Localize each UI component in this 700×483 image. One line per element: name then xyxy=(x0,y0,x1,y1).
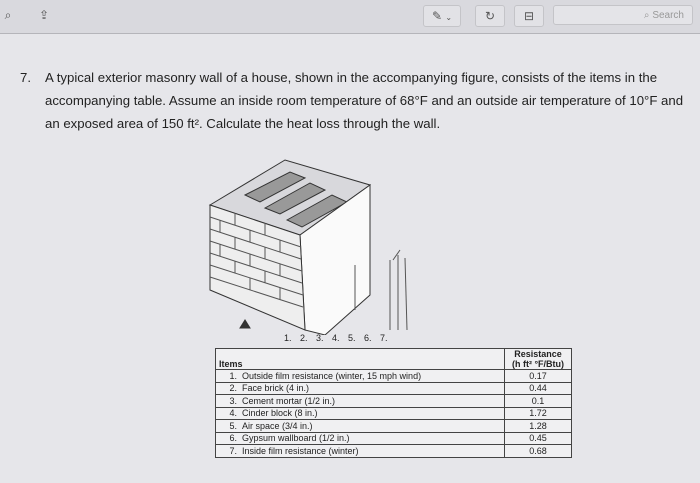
item-name: Gypsum wallboard (1/2 in.) xyxy=(242,433,350,444)
rotate-button[interactable] xyxy=(475,5,505,27)
masonry-wall-figure xyxy=(205,150,445,335)
toolbox-button[interactable] xyxy=(514,5,544,27)
resistance-value: 0.45 xyxy=(505,432,572,445)
layer-labels: 1. 2. 3. 4. 5. 6. 7. xyxy=(284,333,388,343)
resistance-value: 0.68 xyxy=(505,445,572,458)
table-header xyxy=(216,349,572,370)
question-number: 7. xyxy=(20,70,31,85)
toolbox-icon: ⊟ xyxy=(523,9,535,23)
resistance-value: 1.28 xyxy=(505,420,572,433)
toolbar xyxy=(0,0,700,34)
header-items: Items xyxy=(216,349,505,370)
item-number: 2. xyxy=(229,383,237,394)
item-cell xyxy=(216,420,505,433)
header-resistance xyxy=(505,349,572,370)
header-resistance-label: Resistance xyxy=(514,349,562,359)
resistance-value: 0.1 xyxy=(505,395,572,408)
search-placeholder: Search xyxy=(652,10,684,21)
resistance-value: 0.44 xyxy=(505,382,572,395)
rotate-icon: ↻ xyxy=(484,9,496,23)
zoom-icon[interactable]: ⌕ xyxy=(4,8,12,22)
chevron-down-icon: ⌄ xyxy=(445,13,453,22)
header-units: (h ft² °F/Btu) xyxy=(511,359,565,369)
table-row xyxy=(216,420,572,433)
question-text: A typical exterior masonry wall of a house, shown in the accompanying figure, consists of the items in the accompanying table. Assume an inside room temperature of 68°F and an outside air temperature of 10°F and an exposed area of 150 ft². Calculate the heat loss through the wall. xyxy=(45,70,684,131)
item-number: 3. xyxy=(229,395,237,406)
question xyxy=(20,66,685,135)
table-row xyxy=(216,445,572,458)
item-cell xyxy=(216,445,505,458)
table-row xyxy=(216,432,572,445)
item-number: 4. xyxy=(229,408,237,419)
item-name: Cinder block (8 in.) xyxy=(242,408,318,419)
item-name: Air space (3/4 in.) xyxy=(242,420,313,431)
item-cell xyxy=(216,395,505,408)
item-cell xyxy=(216,407,505,420)
table-row xyxy=(216,395,572,408)
item-name: Inside film resistance (winter) xyxy=(242,445,359,456)
item-number: 5. xyxy=(229,420,237,431)
item-cell xyxy=(216,382,505,395)
item-number: 7. xyxy=(229,445,237,456)
item-name: Cement mortar (1/2 in.) xyxy=(242,395,336,406)
resistance-value: 1.72 xyxy=(505,407,572,420)
item-name: Outside film resistance (winter, 15 mph wind) xyxy=(242,370,422,381)
share-icon[interactable]: ⇪ xyxy=(38,8,50,22)
item-cell xyxy=(216,370,505,383)
pen-icon: ✎ xyxy=(431,9,442,23)
item-name: Face brick (4 in.) xyxy=(242,383,310,394)
resistance-table xyxy=(215,348,572,458)
item-cell xyxy=(216,432,505,445)
table-row xyxy=(216,382,572,395)
item-number: 6. xyxy=(229,433,237,444)
item-number: 1. xyxy=(229,370,237,381)
search-input[interactable]: ⌕ Search xyxy=(553,5,693,25)
table-row xyxy=(216,407,572,420)
markup-button[interactable] xyxy=(423,5,461,27)
table-row xyxy=(216,370,572,383)
resistance-value: 0.17 xyxy=(505,370,572,383)
